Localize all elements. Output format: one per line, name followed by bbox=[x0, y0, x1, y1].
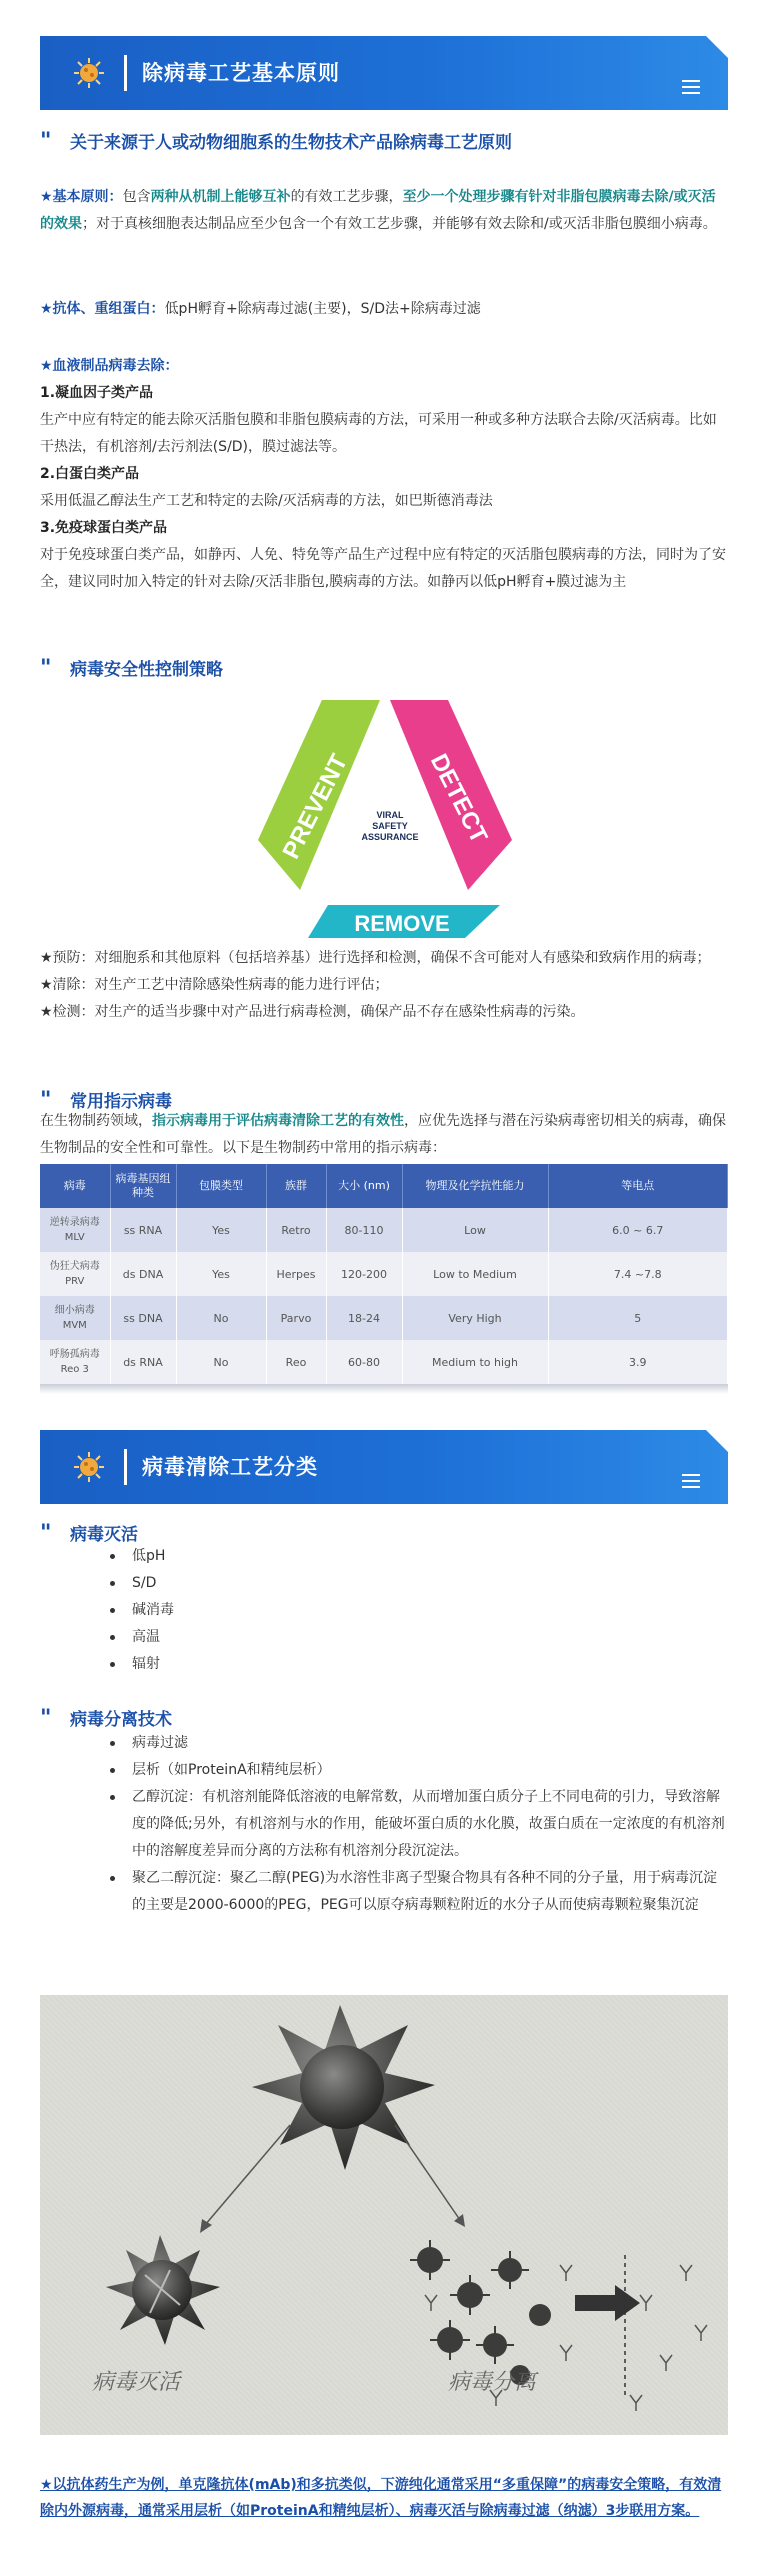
divider bbox=[124, 55, 127, 91]
table-shadow bbox=[40, 1384, 728, 1394]
quote-icon: " bbox=[40, 656, 49, 681]
list-item: 碱消毒 bbox=[110, 1597, 728, 1624]
virus-name: 呼肠孤病毒 bbox=[49, 1349, 100, 1360]
antibody-text: 低pH孵育+除病毒过滤(主要)，S/D法+除病毒过滤 bbox=[164, 301, 481, 317]
virus-name-cell bbox=[40, 1252, 110, 1296]
resistance-cell: Medium to high bbox=[402, 1340, 548, 1384]
envelope-cell: Yes bbox=[176, 1208, 266, 1252]
table-row bbox=[40, 1208, 728, 1252]
menu-icon[interactable] bbox=[682, 80, 700, 94]
indicator-heading-text: 常用指示病毒 bbox=[70, 1092, 172, 1112]
resistance-cell: Low bbox=[402, 1208, 548, 1252]
banner-title: 病毒清除工艺分类 bbox=[142, 1455, 318, 1479]
column-header: 包膜类型 bbox=[176, 1164, 266, 1208]
separation-heading-text: 病毒分离技术 bbox=[70, 1710, 172, 1730]
principles-heading bbox=[40, 128, 512, 154]
basic-highlight-2: 至少一个处理步骤有针对非脂包膜病毒去除/或灭活的效果 bbox=[40, 189, 716, 232]
final-note-text: ★以抗体药生产为例，单克隆抗体(mAb)和多抗类似，下游纯化通常采用“多重保障”的病毒安全策略，有效清除内外源病毒，通常采用层析（如ProteinA和精纯层析）、病毒灭活与除病毒过滤（纳滤）3步联用方案。 bbox=[40, 2477, 722, 2519]
blood-label: ★血液制品病毒去除： bbox=[40, 358, 179, 374]
strategy-heading bbox=[40, 655, 223, 681]
list-item: 乙醇沉淀：有机溶剂能降低溶液的电解常数，从而增加蛋白质分子上不同电荷的引力，导致溶解度的降低;另外，有机溶剂与水的作用，能破坏蛋白质的水化膜，故蛋白质在一定浓度的有机溶剂中的溶解度差异而分离的方法称有机溶剂分段沉淀法。 bbox=[110, 1784, 728, 1865]
list-item: 辐射 bbox=[110, 1651, 728, 1678]
strategy-heading-text: 病毒安全性控制策略 bbox=[70, 660, 223, 680]
column-header: 大小 (nm) bbox=[326, 1164, 402, 1208]
viral-safety-triangle bbox=[250, 690, 520, 940]
pi-cell: 5 bbox=[548, 1296, 728, 1340]
illustration-caption-inactivation: 病毒灭活 bbox=[92, 2370, 181, 2395]
blood-item-text: 采用低温乙醇法生产工艺和特定的去除/灭活病毒的方法，如巴斯德消毒法 bbox=[40, 493, 493, 509]
blood-item-title: 2.白蛋白类产品 bbox=[40, 466, 140, 482]
section-banner-principles bbox=[40, 36, 728, 110]
family-cell: Retro bbox=[266, 1208, 326, 1252]
arrow-left-icon bbox=[205, 2125, 290, 2225]
pi-cell: 6.0 ~ 6.7 bbox=[548, 1208, 728, 1252]
quote-icon: " bbox=[40, 1088, 49, 1113]
antibody-label: ★抗体、重组蛋白： bbox=[40, 301, 165, 317]
pi-cell: 3.9 bbox=[548, 1340, 728, 1384]
banner-title: 除病毒工艺基本原则 bbox=[142, 61, 340, 85]
basic-principle-paragraph bbox=[40, 184, 728, 238]
principles-heading-text: 关于来源于人或动物细胞系的生物技术产品除病毒工艺原则 bbox=[70, 133, 512, 153]
column-header: 病毒基因组种类 bbox=[110, 1164, 176, 1208]
large-virus-icon bbox=[252, 2005, 435, 2170]
pi-cell: 7.4 ~7.8 bbox=[548, 1252, 728, 1296]
blood-products-block bbox=[40, 353, 728, 596]
indicator-intro bbox=[40, 1108, 728, 1162]
separation-heading bbox=[40, 1705, 172, 1731]
virus-name: 伪狂犬病毒 bbox=[49, 1261, 100, 1272]
corner-cut bbox=[706, 36, 728, 58]
final-note bbox=[40, 2472, 728, 2524]
strategy-item-remove: ★清除：对生产工艺中清除感染性病毒的能力进行评估； bbox=[40, 977, 389, 993]
size-cell: 80-110 bbox=[326, 1208, 402, 1252]
inactivation-list bbox=[110, 1543, 728, 1678]
column-header: 族群 bbox=[266, 1164, 326, 1208]
indicator-intro-2: ，应优先选择与潜在污染病毒密切相关的病毒，确保生物制品的安全性和可靠性。以下是生物制药中常用的指示病毒： bbox=[40, 1113, 726, 1156]
indicator-intro-highlight: 指示病毒用于评估病毒清除工艺的有效性 bbox=[152, 1113, 404, 1129]
table-header-row bbox=[40, 1164, 728, 1208]
virus-abbr: PRV bbox=[65, 1276, 85, 1287]
virus-abbr: MLV bbox=[64, 1232, 85, 1243]
virus-abbr: MVM bbox=[62, 1320, 87, 1331]
inactivated-virus-icon bbox=[106, 2235, 220, 2345]
quote-icon: " bbox=[40, 1521, 49, 1546]
center-label-1: VIRAL bbox=[376, 810, 404, 820]
blood-item-text: 对于免疫球蛋白类产品，如静丙、人免、特免等产品生产过程中应有特定的灭活脂包膜病毒的方法，同时为了安全，建议同时加入特定的针对去除/灭活非脂包,膜病毒的方法。如静丙以低pH孵育+膜过滤为主 bbox=[40, 547, 726, 590]
filter-arrow-icon bbox=[575, 2255, 640, 2395]
size-cell: 120-200 bbox=[326, 1252, 402, 1296]
size-cell: 60-80 bbox=[326, 1340, 402, 1384]
center-label-2: SAFETY bbox=[372, 821, 408, 831]
virus-icon bbox=[72, 56, 106, 90]
size-cell: 18-24 bbox=[326, 1296, 402, 1340]
detect-label: DETECT bbox=[424, 749, 493, 848]
blood-item-title: 1.凝血因子类产品 bbox=[40, 385, 154, 401]
list-item: 高温 bbox=[110, 1624, 728, 1651]
quote-icon: " bbox=[40, 1706, 49, 1731]
table-row bbox=[40, 1340, 728, 1384]
list-item: 层析（如ProteinA和精纯层析） bbox=[110, 1757, 728, 1784]
indicator-intro-1: 在生物制药领域， bbox=[40, 1113, 152, 1129]
prevent-label: PREVENT bbox=[277, 749, 354, 864]
column-header: 等电点 bbox=[548, 1164, 728, 1208]
genome-cell: ds DNA bbox=[110, 1252, 176, 1296]
basic-text-3: ；对于真核细胞表达制品应至少包含一个有效工艺步骤，并能够有效去除和/或灭活非脂包膜细小病毒。 bbox=[82, 216, 717, 232]
menu-icon[interactable] bbox=[682, 1474, 700, 1488]
envelope-cell: Yes bbox=[176, 1252, 266, 1296]
virus-name: 细小病毒 bbox=[54, 1305, 95, 1316]
list-item: 低pH bbox=[110, 1543, 728, 1570]
center-label-3: ASSURANCE bbox=[361, 832, 419, 842]
separation-list bbox=[110, 1730, 728, 1919]
list-item: 聚乙二醇沉淀：聚乙二醇(PEG)为水溶性非离子型聚合物具有各种不同的分子量，用于病毒沉淀的主要是2000-6000的PEG，PEG可以原夺病毒颗粒附近的水分子从而使病毒颗粒聚集沉淀 bbox=[110, 1865, 728, 1919]
strategy-list bbox=[40, 945, 728, 1026]
remove-label: REMOVE bbox=[354, 911, 450, 936]
virus-name-cell bbox=[40, 1208, 110, 1252]
family-cell: Reo bbox=[266, 1340, 326, 1384]
virus-clearance-illustration bbox=[40, 1995, 728, 2435]
quote-icon: " bbox=[40, 129, 49, 154]
divider bbox=[124, 1449, 127, 1485]
antibody-paragraph bbox=[40, 296, 728, 323]
genome-cell: ss RNA bbox=[110, 1208, 176, 1252]
virus-icon bbox=[72, 1450, 106, 1484]
virus-name: 逆转录病毒 bbox=[49, 1217, 100, 1228]
resistance-cell: Very High bbox=[402, 1296, 548, 1340]
column-header: 物理及化学抗性能力 bbox=[402, 1164, 548, 1208]
list-item: S/D bbox=[110, 1570, 728, 1597]
genome-cell: ds RNA bbox=[110, 1340, 176, 1384]
table-row bbox=[40, 1296, 728, 1340]
virus-abbr: Reo 3 bbox=[60, 1364, 89, 1375]
family-cell: Parvo bbox=[266, 1296, 326, 1340]
corner-cut bbox=[706, 1430, 728, 1452]
genome-cell: ss DNA bbox=[110, 1296, 176, 1340]
virus-name-cell bbox=[40, 1340, 110, 1384]
basic-highlight-1: 两种从机制上能够互补 bbox=[150, 189, 291, 205]
basic-label: ★基本原则： bbox=[40, 189, 123, 205]
strategy-item-detect: ★检测：对生产的适当步骤中对产品进行病毒检测，确保产品不存在感染性病毒的污染。 bbox=[40, 1004, 585, 1020]
basic-text-1: 包含 bbox=[122, 189, 151, 205]
blood-item-title: 3.免疫球蛋白类产品 bbox=[40, 520, 168, 536]
column-header: 病毒 bbox=[40, 1164, 110, 1208]
envelope-cell: No bbox=[176, 1296, 266, 1340]
inactivation-heading-text: 病毒灭活 bbox=[70, 1525, 138, 1545]
strategy-item-prevent: ★预防：对细胞系和其他原料（包括培养基）进行选择和检测，确保不含可能对人有感染和致病作用的病毒； bbox=[40, 950, 711, 966]
table-row bbox=[40, 1252, 728, 1296]
family-cell: Herpes bbox=[266, 1252, 326, 1296]
illustration-caption-separation: 病毒分离 bbox=[448, 2370, 537, 2395]
envelope-cell: No bbox=[176, 1340, 266, 1384]
blood-item-text: 生产中应有特定的能去除灭活脂包膜和非脂包膜病毒的方法，可采用一种或多种方法联合去除/灭活病毒。比如干热法，有机溶剂/去污剂法(S/D)，膜过滤法等。 bbox=[40, 412, 717, 455]
basic-text-2: 的有效工艺步骤， bbox=[290, 189, 403, 205]
section-banner-classification bbox=[40, 1430, 728, 1504]
resistance-cell: Low to Medium bbox=[402, 1252, 548, 1296]
arrow-right-icon bbox=[395, 2125, 460, 2220]
indicator-virus-table bbox=[40, 1164, 728, 1384]
list-item: 病毒过滤 bbox=[110, 1730, 728, 1757]
virus-name-cell bbox=[40, 1296, 110, 1340]
